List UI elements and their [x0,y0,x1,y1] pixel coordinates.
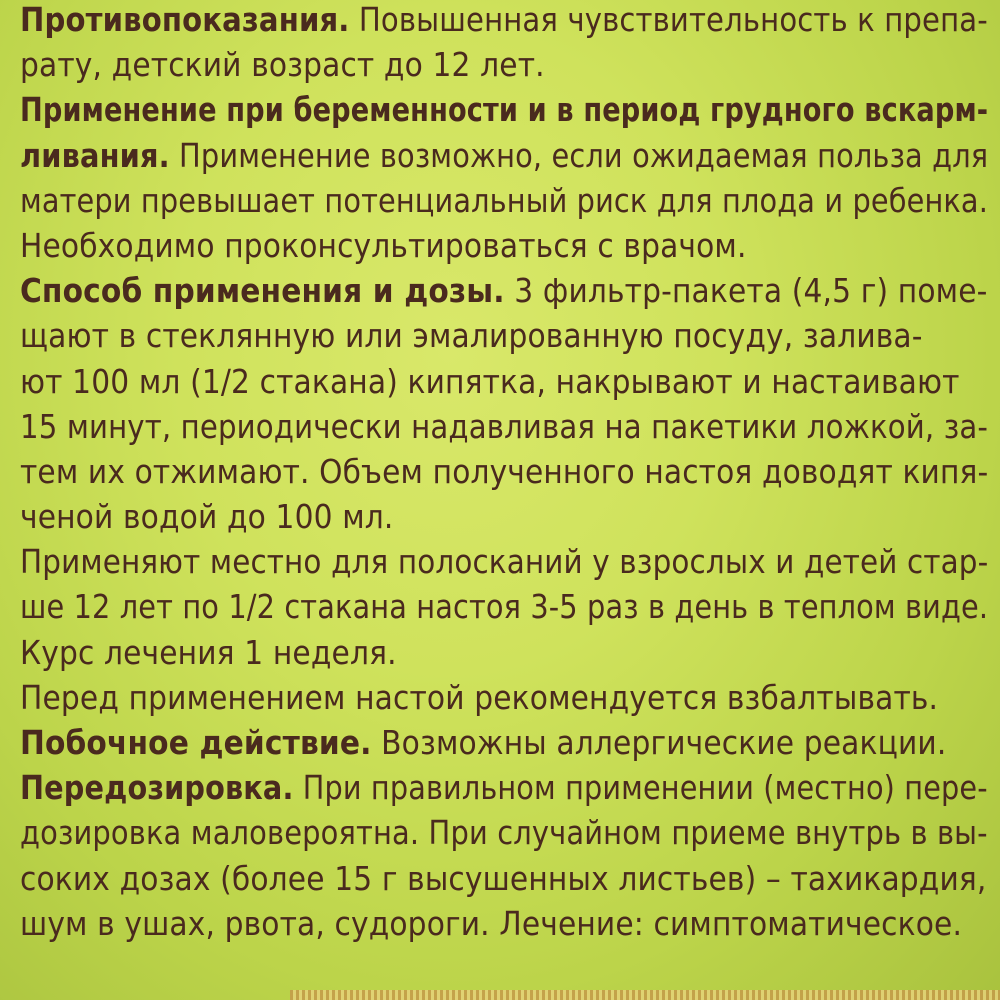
line-text: 3 фильтр-пакета (4,5 г) поме- [504,271,988,311]
text-line-12 [20,494,988,539]
line-text: Необходимо проконсультироваться с врачом. [20,225,747,265]
line-text: Применение возможно, если ожидаемая польза для [169,135,989,175]
line-text: соких дозах (более 15 г высушенных листьев) – тахикардия, [20,858,987,898]
text-line-15 [20,630,988,675]
text-line-14 [20,584,989,629]
text-line-20 [20,856,988,901]
text-line-13 [20,539,989,584]
text-line-8 [20,313,988,358]
text-line-19 [20,810,988,855]
heading-overdose: Передозировка. [20,768,294,808]
line-text: Возможны аллергические реакции. [371,723,947,762]
line-text: Перед применением настой рекомендуется взбалтывать. [20,677,939,717]
line-text: рату, детский возраст до 12 лет. [20,45,545,85]
heading-side-effects: Побочное действие. [20,723,372,762]
text-line-2 [20,42,988,87]
text-line-7 [20,268,988,313]
text-line-5 [20,178,988,223]
line-text: щают в стеклянную или эмалированную посуду, залива- [20,316,923,356]
text-line-4 [20,133,989,178]
line-text: Курс лечения 1 неделя. [20,632,397,672]
line-text: тем их отжимают. Объем полученного настоя доводят кипя- [20,451,989,491]
line-text: При правильном применении (местно) пере- [293,768,988,808]
text-line-1 [20,0,988,42]
line-text: дозировка маловероятна. При случайном приеме внутрь в вы- [20,813,988,853]
heading-pregnancy: Применение при беременности и в период грудного вскарм- [20,90,989,130]
leaflet-text [20,0,988,946]
heading-contraindications: Противопоказания. [20,0,350,39]
text-line-16 [20,675,988,720]
text-line-17 [20,720,988,765]
line-text: Повышенная чувствительность к препа- [349,0,988,39]
text-line-3 [20,87,989,132]
text-line-9 [20,359,988,404]
line-text: ют 100 мл (1/2 стакана) кипятка, накрывают и настаивают [20,361,960,401]
heading-dosage: Способ применения и дозы. [20,271,505,311]
heading-pregnancy-cont: ливания. [20,135,170,175]
text-line-18 [20,765,988,810]
line-text: 15 минут, периодически надавливая на пакетики ложкой, за- [20,406,989,446]
line-text: шум в ушах, рвота, судороги. Лечение: симптоматическое. [20,903,963,943]
decorative-border-strip [290,990,1000,1000]
text-line-21 [20,901,988,946]
line-text: ше 12 лет по 1/2 стакана настоя 3-5 раз в день в теплом виде. [20,587,989,627]
text-line-10 [20,404,989,449]
line-text: ченой водой до 100 мл. [20,497,394,537]
text-line-11 [20,449,987,494]
text-line-6 [20,223,988,268]
line-text: матери превышает потенциальный риск для плода и ребенка. [20,180,988,220]
line-text: Применяют местно для полосканий у взрослых и детей стар- [20,542,989,582]
